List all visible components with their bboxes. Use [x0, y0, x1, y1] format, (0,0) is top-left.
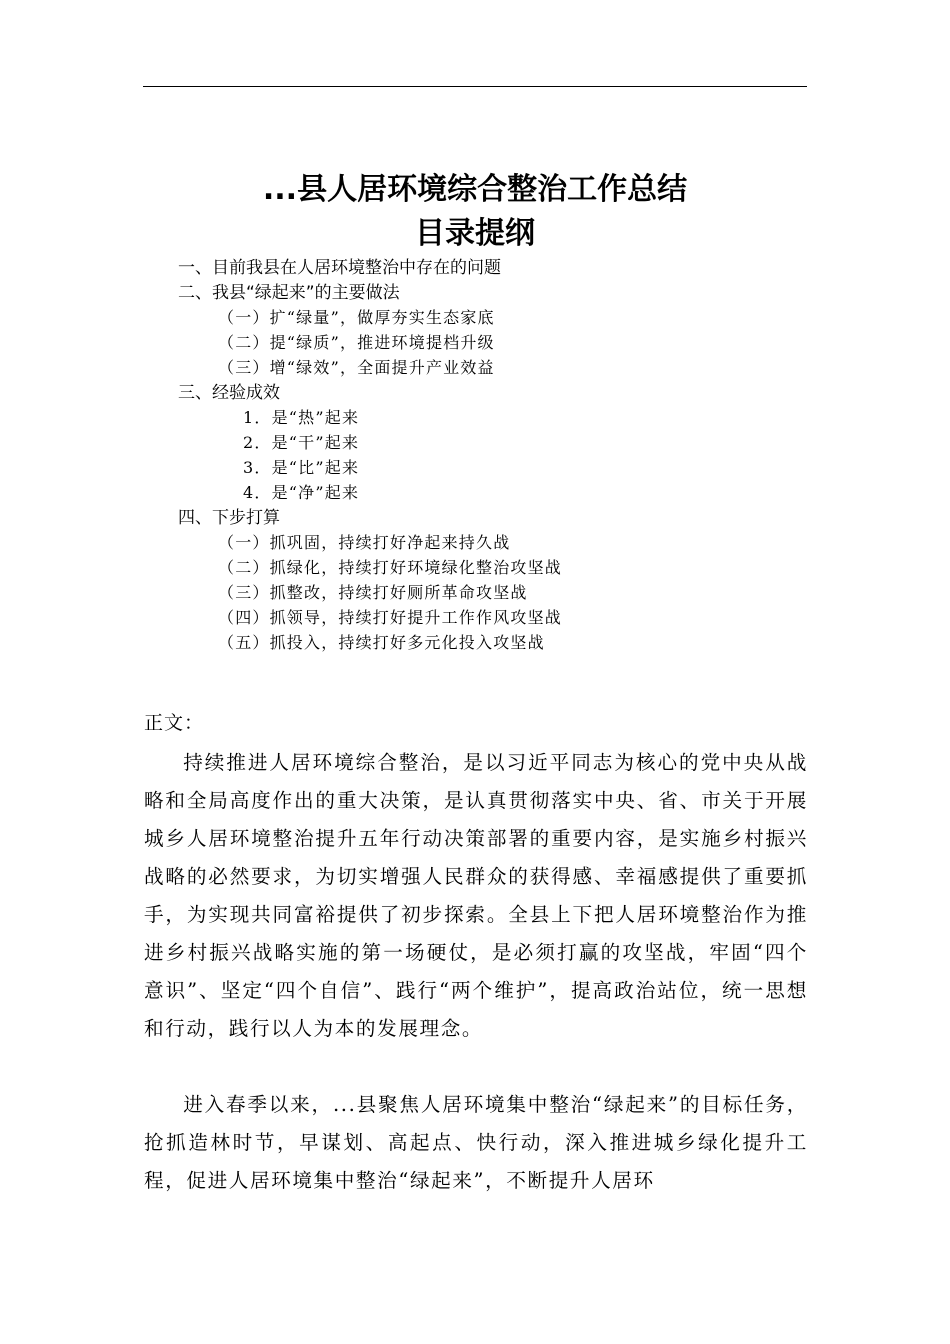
document-title: ...县人居环境综合整治工作总结: [262, 172, 688, 207]
toc-item-4-1: （一）抓巩固，持续打好净起来持久战: [218, 533, 511, 552]
toc-item-3-2: 2．是“干”起来: [243, 433, 360, 452]
toc-item-2-1: （一）扩“绿量”，做厚夯实生态家底: [218, 308, 495, 327]
toc-item-4-2: （二）抓绿化，持续打好环境绿化整治攻坚战: [218, 558, 563, 577]
toc-item-3-4: 4．是“净”起来: [243, 483, 360, 502]
toc-item-4-3: （三）抓整改，持续打好厕所革命攻坚战: [218, 583, 528, 602]
body-paragraph-1: 持续推进人居环境综合整治，是以习近平同志为核心的党中央从战略和全局高度作出的重大决策，是认真贯彻落实中央、省、市关于开展城乡人居环境整治提升五年行动决策部署的重要内容，是实施乡村振兴战略的必然要求，为切实增强人民群众的获得感、幸福感提供了重要抓手，为实现共同富裕提供了初步探索。全县上下把人居环境整治作为推进乡村振兴战略实施的第一场硬仗，是必须打赢的攻坚战，牢固“四个意识”、坚定“四个自信”、践行“两个维护”，提高政治站位，统一思想和行动，践行以人为本的发展理念。: [144, 751, 808, 1040]
toc-section-4: 四、下步打算: [178, 508, 280, 528]
toc-section-3: 三、经验成效: [178, 383, 280, 403]
body-paragraph-2: 进入春季以来，...县聚焦人居环境集中整治“绿起来”的目标任务，抢抓造林时节，早谋划、高起点、快行动，深入推进城乡绿化提升工程，促进人居环境集中整治“绿起来”，不断提升人居环: [144, 1093, 808, 1192]
toc-section-2: 二、我县“绿起来”的主要做法: [178, 283, 400, 303]
toc-item-3-3: 3．是“比”起来: [243, 458, 360, 477]
document-subtitle: 目录提纲: [415, 216, 535, 251]
toc-item-2-2: （二）提“绿质”，推进环境提档升级: [218, 333, 495, 352]
toc-item-2-3: （三）增“绿效”，全面提升产业效益: [218, 358, 495, 377]
body-label: 正文：: [144, 712, 205, 734]
header-rule: [143, 86, 807, 87]
toc-section-1: 一、目前我县在人居环境整治中存在的问题: [178, 258, 501, 278]
toc-item-4-4: （四）抓领导，持续打好提升工作作风攻坚战: [218, 608, 563, 627]
toc-item-3-1: 1．是“热”起来: [243, 408, 360, 427]
toc-item-4-5: （五）抓投入，持续打好多元化投入攻坚战: [218, 633, 545, 652]
